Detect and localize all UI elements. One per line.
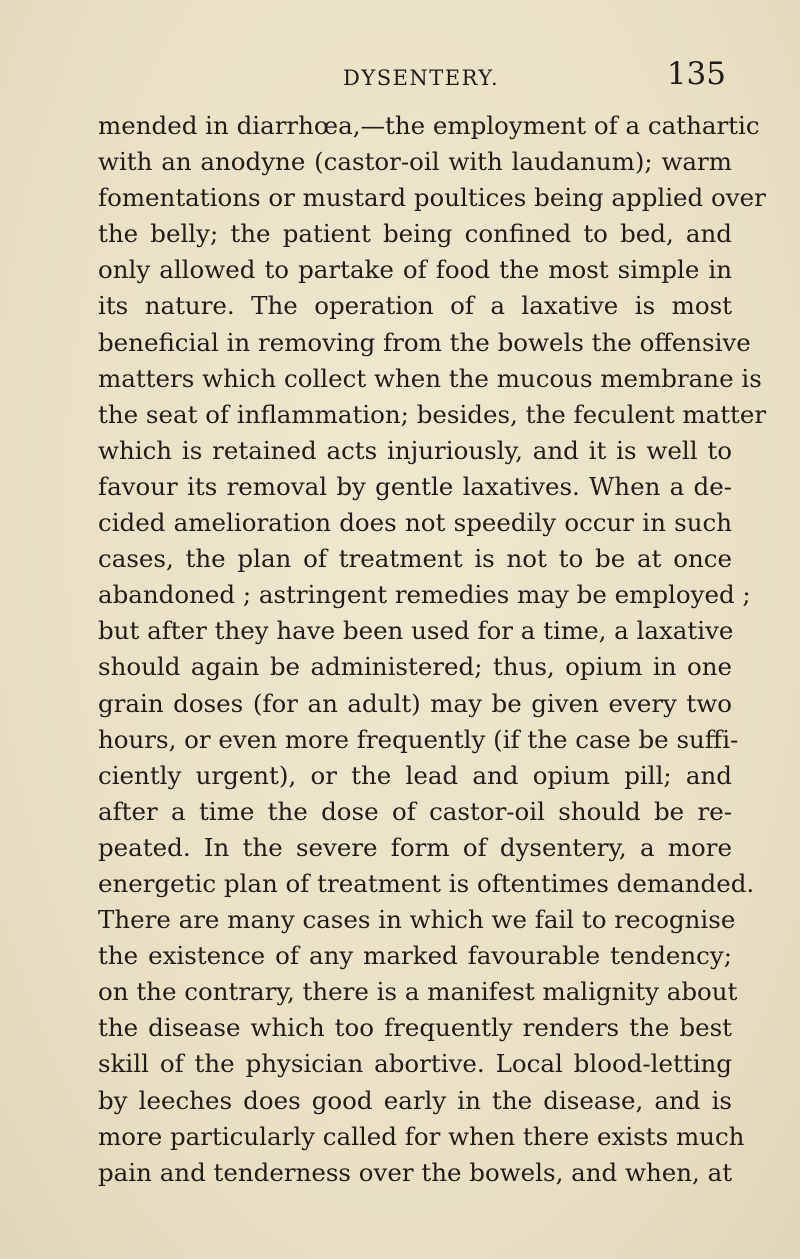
text-line: favour its removal by gentle laxatives. When a de- — [98, 471, 732, 501]
text-line: pain and tenderness over the bowels, and when, at — [98, 1157, 733, 1187]
text-line: peated. In the severe form of dysentery, a more — [98, 832, 732, 862]
text-line: mended in diarrhœa,—the employment of a cathartic — [98, 111, 760, 140]
text-line: cases, the plan of treatment is not to be at once — [98, 544, 732, 574]
page-number: 135 — [666, 56, 726, 92]
text-line: cided amelioration does not speedily occur in such — [98, 508, 732, 538]
body-text — [98, 108, 767, 1191]
text-line: should again be administered; thus, opium in one — [98, 652, 732, 682]
text-line: on the contrary, there is a manifest malignity about — [98, 977, 738, 1007]
text-line: after a time the dose of castor-oil should be re- — [98, 796, 732, 826]
text-line: abandoned ; astringent remedies may be employed ; — [98, 580, 751, 610]
text-line: with an anodyne (castor-oil with laudanum); warm — [98, 147, 732, 177]
text-line: the existence of any marked favourable tendency; — [98, 941, 732, 971]
text-line: beneficial in removing from the bowels the offensive — [98, 327, 751, 357]
running-head — [0, 52, 800, 92]
text-line: hours, or even more frequently (if the case be suffi- — [98, 724, 739, 754]
text-line: by leeches does good early in the disease, and is — [98, 1085, 732, 1115]
text-line: its nature. The operation of a laxative is most — [98, 291, 732, 321]
text-line: but after they have been used for a time, a laxative — [98, 616, 734, 646]
text-line: grain doses (for an adult) may be given every two — [98, 688, 732, 718]
text-line: more particularly called for when there exists much — [98, 1121, 745, 1151]
text-line: fomentations or mustard poultices being applied over — [98, 183, 766, 213]
text-line: skill of the physician abortive. Local blood-letting — [98, 1049, 732, 1079]
text-line: the belly; the patient being confined to bed, and — [98, 219, 732, 249]
text-line: only allowed to partake of food the most simple in — [98, 255, 732, 285]
text-line: energetic plan of treatment is oftentimes demanded. — [98, 868, 755, 898]
text-line: ciently urgent), or the lead and opium pill; and — [98, 760, 732, 790]
text-line: There are many cases in which we fail to recognise — [98, 905, 736, 935]
text-line: which is retained acts injuriously, and it is well to — [98, 435, 732, 465]
running-title: DYSENTERY. — [343, 66, 500, 90]
text-line: the disease which too frequently renders the best — [98, 1013, 732, 1043]
text-line: matters which collect when the mucous membrane is — [98, 363, 762, 393]
text-line: the seat of inflammation; besides, the feculent matter — [98, 399, 767, 429]
